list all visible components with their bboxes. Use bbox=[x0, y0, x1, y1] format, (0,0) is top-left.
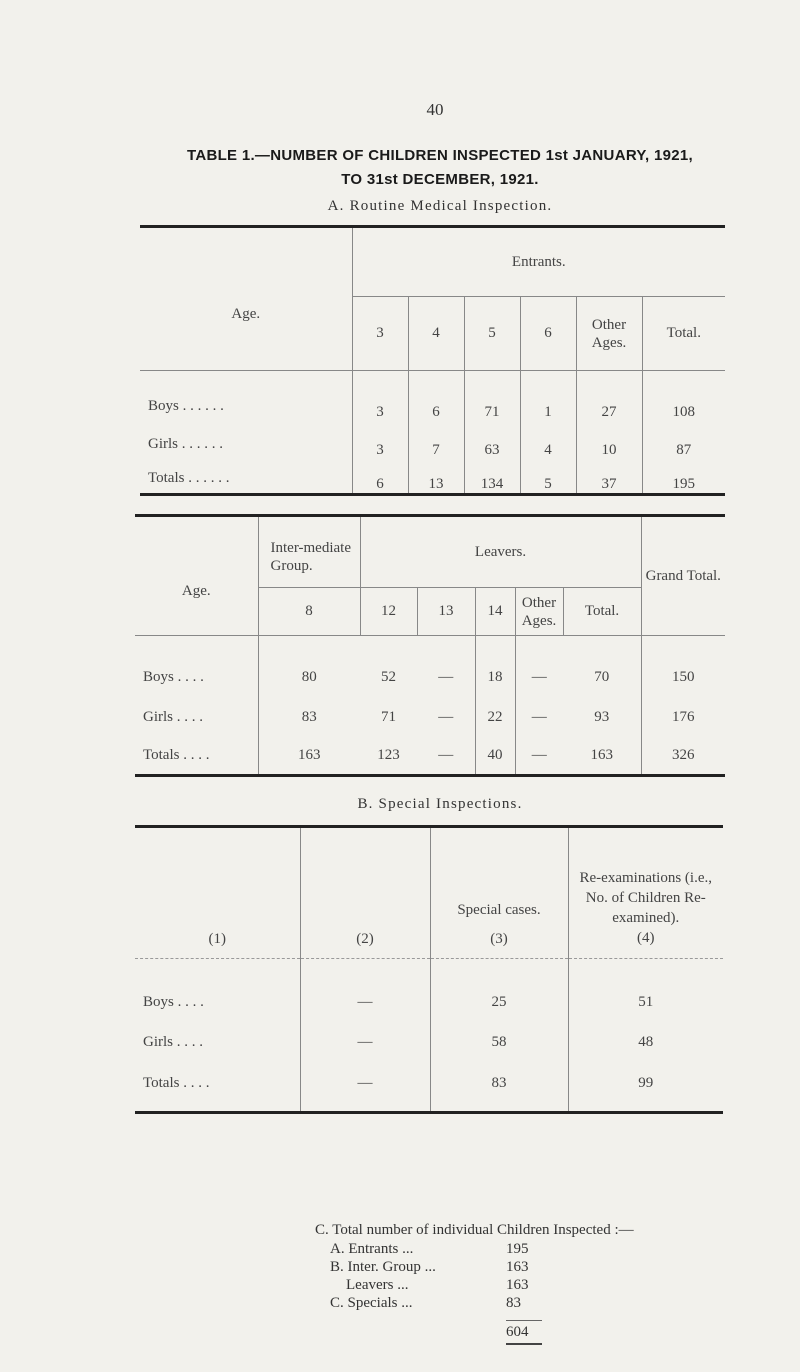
cell: 176 bbox=[672, 708, 695, 725]
cell: 163 bbox=[563, 732, 641, 776]
cell: 58 bbox=[430, 1017, 568, 1057]
cell: 51 bbox=[638, 993, 654, 1010]
entrants-table bbox=[140, 225, 725, 496]
section-a-heading: A. Routine Medical Inspection. bbox=[327, 198, 553, 214]
cell: — bbox=[531, 747, 547, 763]
row-label: Totals . . . . . . bbox=[140, 459, 352, 495]
cell: 18 bbox=[475, 636, 515, 692]
summary-row bbox=[330, 1258, 546, 1276]
row-label: Girls . . . . . . bbox=[140, 421, 352, 459]
summary-row bbox=[330, 1240, 546, 1258]
cell: 1 bbox=[520, 371, 576, 421]
cell: 40 bbox=[475, 732, 515, 776]
cell: 83 bbox=[430, 1057, 568, 1113]
row-label: Girls . . . . bbox=[135, 692, 258, 732]
row-label: Boys . . . . bbox=[135, 636, 258, 692]
table-title-line1: TABLE 1.—NUMBER OF CHILDREN INSPECTED 1st JANUARY, 1921, bbox=[186, 147, 694, 164]
summary-label: B. Inter. Group ... bbox=[330, 1259, 436, 1275]
cell: — bbox=[531, 668, 547, 685]
special-cases-header bbox=[430, 827, 568, 959]
cell: — bbox=[417, 732, 475, 776]
col-header: 14 bbox=[475, 588, 515, 636]
cell: — bbox=[531, 708, 547, 725]
cell: 83 bbox=[301, 708, 317, 725]
table-title-line2: TO 31st DECEMBER, 1921. bbox=[341, 171, 539, 188]
cell: 99 bbox=[638, 1075, 654, 1092]
summary-value: 195 bbox=[506, 1241, 529, 1257]
cell: 37 bbox=[576, 459, 642, 495]
cell: 71 bbox=[381, 708, 396, 725]
col-header: Total. bbox=[666, 325, 701, 341]
summary-label: A. Entrants ... bbox=[330, 1241, 414, 1257]
cell: 70 bbox=[563, 636, 641, 692]
col-header: 6 bbox=[520, 297, 576, 371]
special-inspections-table bbox=[135, 825, 723, 1114]
cell: — bbox=[417, 692, 475, 732]
col-header: 13 bbox=[417, 588, 475, 636]
cell: — bbox=[300, 959, 430, 1017]
summary-row bbox=[330, 1276, 546, 1294]
col4-number: (4) bbox=[637, 930, 655, 946]
col-header: Other Ages. bbox=[576, 297, 642, 371]
cell: 25 bbox=[430, 959, 568, 1017]
summary-total: 604 bbox=[506, 1324, 529, 1340]
cell: 5 bbox=[520, 459, 576, 495]
col2-header: (2) bbox=[300, 827, 430, 959]
col-header: Total. bbox=[563, 588, 641, 636]
cell: 326 bbox=[672, 747, 695, 763]
total-underline bbox=[506, 1343, 542, 1345]
col-header: 12 bbox=[360, 588, 417, 636]
summary-label: Leavers ... bbox=[346, 1277, 409, 1293]
row-label: Boys . . . . bbox=[135, 959, 300, 1017]
cell: 6 bbox=[352, 459, 408, 495]
cell: 27 bbox=[576, 371, 642, 421]
grand-total-header: Grand Total. bbox=[645, 568, 721, 584]
entrants-header: Entrants. bbox=[352, 227, 725, 297]
col-header: 5 bbox=[464, 297, 520, 371]
cell: 123 bbox=[377, 747, 400, 763]
cell: 52 bbox=[381, 668, 396, 685]
cell: 7 bbox=[408, 421, 464, 459]
col-header: 4 bbox=[408, 297, 464, 371]
cell: — bbox=[300, 1057, 430, 1113]
summary-value: 163 bbox=[506, 1277, 529, 1293]
cell: 71 bbox=[464, 371, 520, 421]
cell: 3 bbox=[352, 371, 408, 421]
age-header: Age. bbox=[140, 227, 352, 371]
col-header: 8 bbox=[258, 588, 360, 636]
col3-number: (3) bbox=[490, 931, 508, 947]
cell: 4 bbox=[520, 421, 576, 459]
special-cases-title: Special cases. bbox=[457, 902, 541, 918]
leavers-header: Leavers. bbox=[360, 516, 641, 588]
intermediate-header: Inter-mediate Group. bbox=[258, 516, 360, 588]
cell: 3 bbox=[352, 421, 408, 459]
summary-value: 83 bbox=[506, 1295, 521, 1311]
cell: 6 bbox=[408, 371, 464, 421]
cell: 163 bbox=[298, 747, 321, 763]
col-header: 3 bbox=[352, 297, 408, 371]
cell: 195 bbox=[672, 476, 696, 492]
row-label: Totals . . . . bbox=[135, 732, 258, 776]
cell: — bbox=[417, 636, 475, 692]
summary-row bbox=[330, 1294, 546, 1312]
reexam-header bbox=[568, 827, 723, 959]
col1-header: (1) bbox=[135, 827, 300, 959]
row-label: Totals . . . . bbox=[135, 1057, 300, 1113]
cell: 63 bbox=[464, 421, 520, 459]
cell: 93 bbox=[563, 692, 641, 732]
summary-value: 163 bbox=[506, 1259, 529, 1275]
cell: 80 bbox=[301, 668, 317, 685]
section-b-heading: B. Special Inspections. bbox=[357, 796, 523, 812]
summary-heading: C. Total number of individual Children Inspected :— bbox=[315, 1222, 634, 1238]
cell: 48 bbox=[638, 1033, 654, 1050]
cell: 10 bbox=[576, 421, 642, 459]
cell: 108 bbox=[672, 403, 696, 420]
leavers-table bbox=[135, 514, 725, 777]
cell: 13 bbox=[408, 459, 464, 495]
cell: 87 bbox=[676, 441, 692, 458]
cell: — bbox=[300, 1017, 430, 1057]
summary-label: C. Specials ... bbox=[330, 1295, 413, 1311]
row-label: Girls . . . . bbox=[135, 1017, 300, 1057]
age-header: Age. bbox=[135, 516, 258, 636]
page-number: 40 bbox=[426, 100, 444, 119]
table-title bbox=[60, 144, 800, 192]
col-header: Other Ages. bbox=[515, 588, 563, 636]
reexam-title: Re-examinations (i.e., No. of Children Re-examined). bbox=[579, 870, 712, 926]
cell: 134 bbox=[464, 459, 520, 495]
row-label: Boys . . . . . . bbox=[140, 371, 352, 421]
cell: 22 bbox=[475, 692, 515, 732]
cell: 150 bbox=[672, 668, 695, 685]
summary-list bbox=[330, 1240, 546, 1345]
